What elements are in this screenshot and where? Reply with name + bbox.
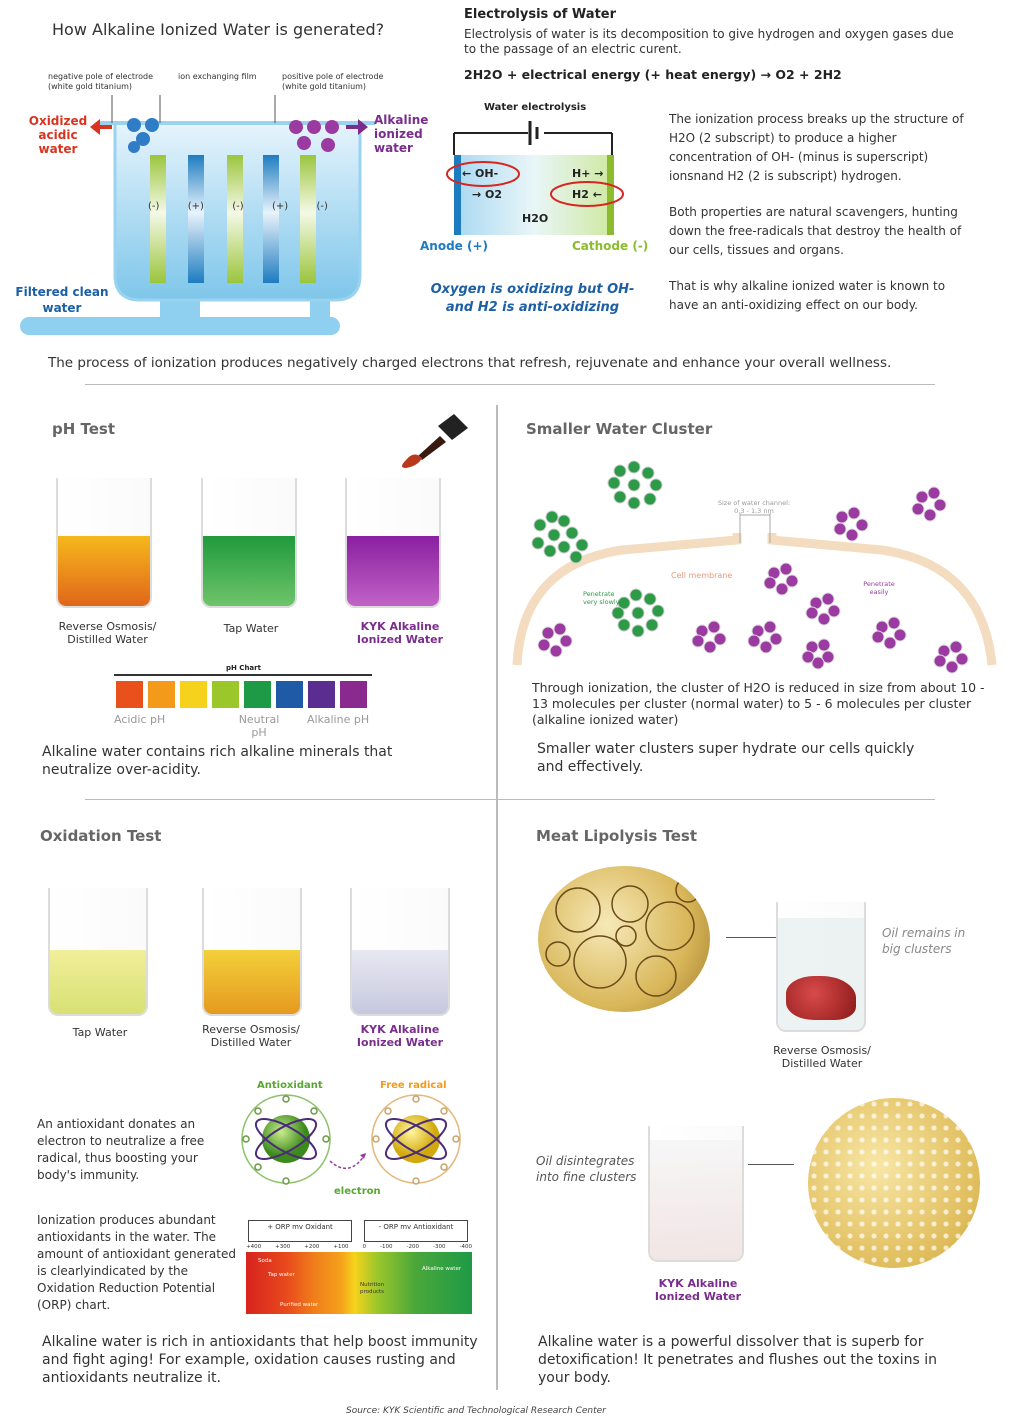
oxidizing-note: Oxygen is oxidizing but OH- and H2 is anti-oxidizing — [430, 282, 635, 315]
electrode-label: (-) — [232, 201, 244, 212]
ph-acidic-label: Acidic pH — [114, 713, 166, 726]
ph-label-kyk: KYK Alkaline Ionized Water — [356, 620, 444, 646]
oil-big-clusters-image — [538, 866, 710, 1012]
water-cluster-diagram — [512, 455, 1002, 675]
ox-liquid — [352, 950, 448, 1014]
antioxidant-diagram — [238, 1093, 473, 1188]
ph-chart-title: pH Chart — [226, 664, 261, 672]
pointer-line — [726, 937, 776, 938]
oxidation-title: Oxidation Test — [40, 827, 162, 845]
orp-tick: +300 — [275, 1244, 291, 1250]
ox-label-tap: Tap Water — [72, 1026, 128, 1039]
electrode-label: (-) — [148, 201, 160, 212]
h2-text: H2 — [572, 188, 589, 201]
electrolysis-title: Electrolysis of Water — [464, 7, 617, 22]
ph-beaker-tap — [201, 478, 297, 608]
orp-tick: -400 — [459, 1244, 472, 1250]
oil-remains-label: Oil remains in big clusters — [882, 926, 966, 956]
ionization-para-3: That is why alkaline ionized water is known to have an anti-oxidizing effect on our body. — [669, 279, 946, 312]
electrode-label: (-) — [316, 201, 328, 212]
oxidation-desc: Alkaline water is rich in antioxidants that help boost immunity and fight aging! For example, oxidation causes rusting and antioxidants neutralize it. — [42, 1334, 478, 1386]
orp-label-nutrition: Nutrition products — [360, 1282, 385, 1295]
electrolysis-diagram-title: Water electrolysis — [484, 102, 587, 113]
ox-label-ro: Reverse Osmosis/ Distilled Water — [202, 1023, 300, 1049]
ion-film-label: ion exchanging film — [178, 72, 257, 81]
ph-neutral-label: Neutral pH — [238, 713, 280, 739]
electrode-labels — [148, 200, 328, 213]
hplus-text: H+ — [572, 167, 591, 180]
pointer-line — [748, 1164, 794, 1165]
ph-swatch — [180, 681, 207, 708]
meat-ro-label: Reverse Osmosis/ Distilled Water — [773, 1044, 871, 1070]
ox-beaker-ro — [202, 888, 302, 1016]
orp-label-purified: Purified water — [280, 1302, 319, 1308]
electrolysis-equation: 2H2O + electrical energy (+ heat energy) → O2 + 2H2 — [464, 67, 842, 82]
ph-beaker-kyk — [345, 478, 441, 608]
oh-text: OH- — [475, 167, 499, 180]
oxidized-water-label: Oxidized acidic water — [28, 114, 88, 156]
ph-liquid-green — [203, 536, 295, 606]
tagline: The process of ionization produces negatively charged electrons that refresh, rejuvenate and enhance your overall wellness. — [48, 355, 892, 371]
pos-pole-label: positive pole of electrode (white gold titanium) — [282, 72, 384, 91]
electron-label: electron — [334, 1186, 381, 1197]
o2-text: O2 — [485, 188, 503, 201]
meat-water-cloudy — [650, 1140, 742, 1260]
oh-label: ← OH- — [462, 167, 499, 180]
ox-liquid — [50, 950, 146, 1014]
ph-test-title: pH Test — [52, 420, 116, 438]
orp-tick: +200 — [304, 1244, 320, 1250]
ph-desc: Alkaline water contains rich alkaline minerals that neutralize over-acidity. — [42, 744, 393, 778]
anode-label: Anode (+) — [420, 239, 489, 253]
penetrate-slow-label: Penetrate very slowly — [583, 590, 620, 606]
fine-bubbles — [808, 1098, 980, 1268]
alkaline-water-label: Alkaline ionized water — [374, 113, 429, 155]
cathode-label: Cathode (-) — [572, 239, 649, 253]
orp-tick: -200 — [406, 1244, 419, 1250]
cluster-desc-1: Through ionization, the cluster of H2O is reduced in size from about 10 - 13 molecules per cluster (normal water) to 5 - 6 molecules per cluster (alkaline ionized water) — [532, 680, 985, 727]
orp-chart — [246, 1220, 474, 1316]
ph-swatch — [116, 681, 143, 708]
ph-swatch — [148, 681, 175, 708]
ph-liquid-orange — [58, 536, 150, 606]
ox-liquid — [204, 950, 300, 1014]
meat-title: Meat Lipolysis Test — [536, 827, 698, 845]
filtered-water-label: Filtered clean water — [15, 285, 109, 315]
orp-negative-header: - ORP mv Antioxidant — [364, 1220, 468, 1242]
free-radical-label: Free radical — [380, 1080, 447, 1091]
channel-size-label: Size of water channel: 0.3 - 1.3 nm — [717, 499, 791, 515]
dropper-icon — [392, 410, 472, 472]
electrode-label: (+) — [272, 201, 289, 212]
cluster-desc-2: Smaller water clusters super hydrate our cells quickly and effectively. — [537, 741, 915, 775]
meat-beaker-ro — [776, 902, 866, 1032]
ph-label-tap: Tap Water — [223, 622, 279, 635]
orp-positive-header: + ORP mv Oxidant — [248, 1220, 352, 1242]
orp-label-soda: Soda — [258, 1258, 272, 1264]
antioxidant-text: An antioxidant donates an electron to neutralize a free radical, thus boosting your body's immunity. — [37, 1117, 205, 1182]
h2o-label: H2O — [522, 212, 549, 225]
orp-label-tap: Tap water — [268, 1272, 295, 1278]
page-title: How Alkaline Ionized Water is generated? — [52, 20, 385, 39]
ph-beaker-ro — [56, 478, 152, 608]
oil-disintegrates-label: Oil disintegrates into fine clusters — [536, 1154, 637, 1184]
hplus-label: H+ → — [572, 167, 604, 180]
oil-bubbles — [538, 866, 710, 1012]
antioxidant-label: Antioxidant — [257, 1080, 323, 1091]
oil-fine-clusters-image — [808, 1098, 980, 1268]
ox-label-kyk: KYK Alkaline Ionized Water — [356, 1023, 444, 1049]
ox-beaker-kyk — [350, 888, 450, 1016]
source-credit: Source: KYK Scientific and Technological Research Center — [346, 1406, 606, 1416]
h2-label: H2 ← — [572, 188, 602, 201]
orp-tick: 0 — [362, 1244, 366, 1250]
meat-beaker-kyk — [648, 1126, 744, 1262]
ox-beaker-tap — [48, 888, 148, 1016]
neg-pole-label: negative pole of electrode (white gold titanium) — [48, 72, 154, 91]
meat-kyk-label: KYK Alkaline Ionized Water — [654, 1277, 742, 1303]
orp-ticks — [246, 1244, 472, 1250]
ph-alkaline-label: Alkaline pH — [307, 713, 370, 726]
meat-desc: Alkaline water is a powerful dissolver that is superb for detoxification! It penetrates and flushes out the toxins in your body. — [538, 1334, 937, 1386]
meat-piece — [786, 976, 856, 1020]
penetrate-easy-label: Penetrate easily — [863, 580, 895, 596]
ph-swatch — [308, 681, 335, 708]
ph-chart-line — [114, 674, 372, 676]
orp-text: Ionization produces abundant antioxidants in the water. The amount of antioxidant generated is clearlyindicated by the Oxidation Reduction Potential (ORP) chart. — [37, 1213, 236, 1312]
cell-membrane-label: Cell membrane — [671, 571, 733, 580]
o2-label: → O2 — [472, 188, 503, 201]
ph-swatch — [244, 681, 271, 708]
electrolysis-diagram — [440, 115, 650, 245]
ionization-para-1: The ionization process breaks up the structure of H2O (2 subscript) to produce a higher concentration of OH- (minus is superscript) ionsnand H2 (2 is subscript) hydrogen. — [669, 112, 964, 183]
orp-tick: +100 — [333, 1244, 349, 1250]
orp-tick: -100 — [380, 1244, 393, 1250]
ph-liquid-purple — [347, 536, 439, 606]
ph-swatch — [340, 681, 367, 708]
column-divider — [496, 405, 498, 1390]
electrolysis-desc: Electrolysis of water is its decomposition to give hydrogen and oxygen gases due to the passage of an electric curent. — [464, 27, 954, 56]
divider — [85, 384, 935, 385]
orp-label-alkaline: Alkaline water — [422, 1266, 462, 1272]
ph-swatch — [276, 681, 303, 708]
orp-tick: -300 — [433, 1244, 446, 1250]
electrode-label: (+) — [187, 201, 204, 212]
cluster-title: Smaller Water Cluster — [526, 420, 713, 438]
ionization-para-2: Both properties are natural scavengers, hunting down the free-radicals that destroy the health of our cells, tissues and organs. — [669, 205, 962, 257]
ph-label-ro: Reverse Osmosis/ Distilled Water — [58, 620, 157, 646]
orp-tick: +400 — [246, 1244, 262, 1250]
divider — [85, 799, 935, 800]
ph-swatch — [212, 681, 239, 708]
